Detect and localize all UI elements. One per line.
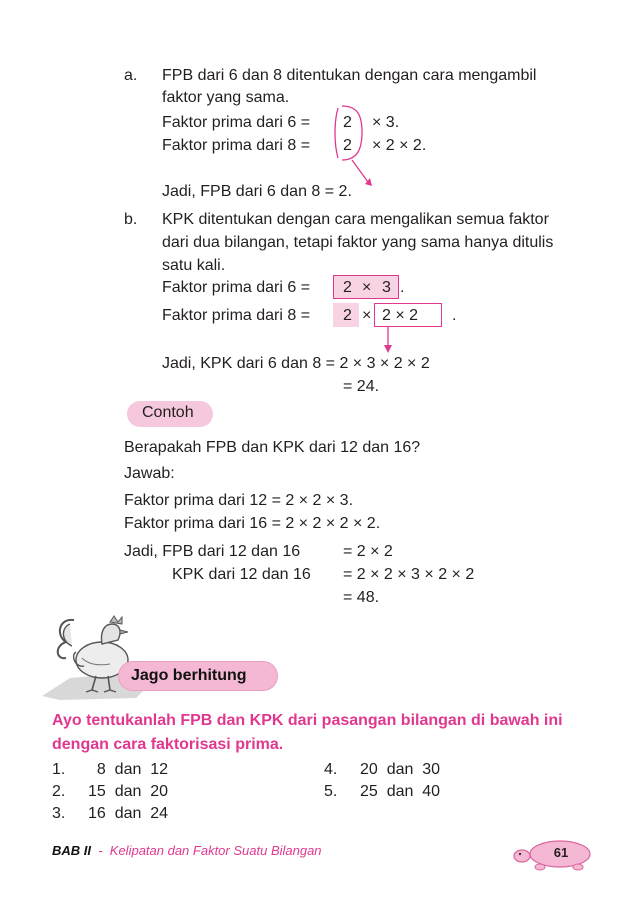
part-b-line2: dari dua bilangan, tetapi faktor yang sama hanya ditulis — [162, 234, 554, 251]
part-b-result2: = 24. — [343, 378, 380, 395]
part-a-line1: FPB dari 6 dan 8 ditentukan dengan cara mengambil — [162, 67, 537, 84]
exercise-item-num: 5. — [324, 783, 338, 800]
part-b-f8-v1: 2 — [343, 307, 352, 324]
part-b-f8-label: Faktor prima dari 8 = — [162, 307, 311, 324]
footer — [52, 843, 322, 858]
contoh-f12: Faktor prima dari 12 = 2 × 2 × 3. — [124, 492, 354, 509]
contoh-kpk-result: = 48. — [343, 589, 380, 606]
part-b-line1: KPK ditentukan dengan cara mengalikan semua faktor — [162, 211, 549, 228]
exercise-instruction: Ayo tentukanlah FPB dan KPK dari pasangan bilangan di bawah ini dengan cara faktorisasi prima. — [52, 712, 563, 753]
exercise-item-text: 20 dan 30 — [360, 761, 441, 778]
part-b-f6-x: × — [362, 279, 372, 296]
part-b-f6-label: Faktor prima dari 6 = — [162, 279, 311, 296]
contoh-jawab: Jawab: — [124, 465, 175, 482]
exercise-item-num: 4. — [324, 761, 338, 778]
part-a-f8-v1: 2 — [343, 137, 352, 154]
part-b-f6-v1: 2 — [343, 279, 352, 296]
part-b-line3: satu kali. — [162, 257, 226, 274]
contoh-label: Contoh — [142, 404, 194, 421]
exercise-item-num: 1. — [52, 761, 66, 778]
part-a-marker: a. — [124, 67, 138, 84]
footer-separator: - — [91, 843, 110, 858]
part-a-result: Jadi, FPB dari 6 dan 8 = 2. — [162, 183, 352, 200]
contoh-kpk-label: KPK dari 12 dan 16 — [172, 566, 311, 583]
part-b-f6-v2: 3 — [382, 279, 391, 296]
footer-title: Kelipatan dan Faktor Suatu Bilangan — [109, 843, 322, 858]
contoh-badge — [127, 401, 213, 427]
contoh-fpb-label: Jadi, FPB dari 12 dan 16 — [124, 543, 301, 560]
part-b-f6-dot: . — [400, 279, 405, 296]
contoh-f16: Faktor prima dari 16 = 2 × 2 × 2 × 2. — [124, 515, 381, 532]
part-a-f8-label: Faktor prima dari 8 = — [162, 137, 311, 154]
exercise-item-text: 16 dan 24 — [88, 805, 169, 822]
exercise-item-text: 8 dan 12 — [88, 761, 169, 778]
part-a-f6-v1: 2 — [343, 114, 352, 131]
part-a-f8-rest: × 2 × 2. — [372, 137, 427, 154]
part-b-result1: Jadi, KPK dari 6 dan 8 = 2 × 3 × 2 × 2 — [162, 355, 430, 372]
part-b-f8-box-text: 2 × 2 — [382, 307, 419, 324]
part-b-marker: b. — [124, 211, 138, 228]
exercise-item-num: 2. — [52, 783, 66, 800]
common-factor-marker — [330, 102, 380, 192]
part-b-f8-x: × — [362, 307, 372, 324]
down-arrow-icon — [378, 327, 398, 355]
footer-chapter: BAB II — [52, 843, 91, 858]
part-a-line2: faktor yang sama. — [162, 89, 290, 106]
contoh-fpb-value: = 2 × 2 — [343, 543, 393, 560]
part-a-f6-rest: × 3. — [372, 114, 400, 131]
contoh-question: Berapakah FPB dan KPK dari 12 dan 16? — [124, 439, 421, 456]
exercise-item-text: 15 dan 20 — [88, 783, 169, 800]
page-number: 61 — [546, 843, 576, 863]
part-b-f8-dot: . — [452, 307, 457, 324]
exercise-title: Jago berhitung — [131, 667, 247, 684]
exercise-item-num: 3. — [52, 805, 66, 822]
exercise-title-badge — [118, 661, 278, 691]
part-a-f6-label: Faktor prima dari 6 = — [162, 114, 311, 131]
contoh-kpk-value: = 2 × 2 × 3 × 2 × 2 — [343, 566, 475, 583]
exercise-item-text: 25 dan 40 — [360, 783, 441, 800]
